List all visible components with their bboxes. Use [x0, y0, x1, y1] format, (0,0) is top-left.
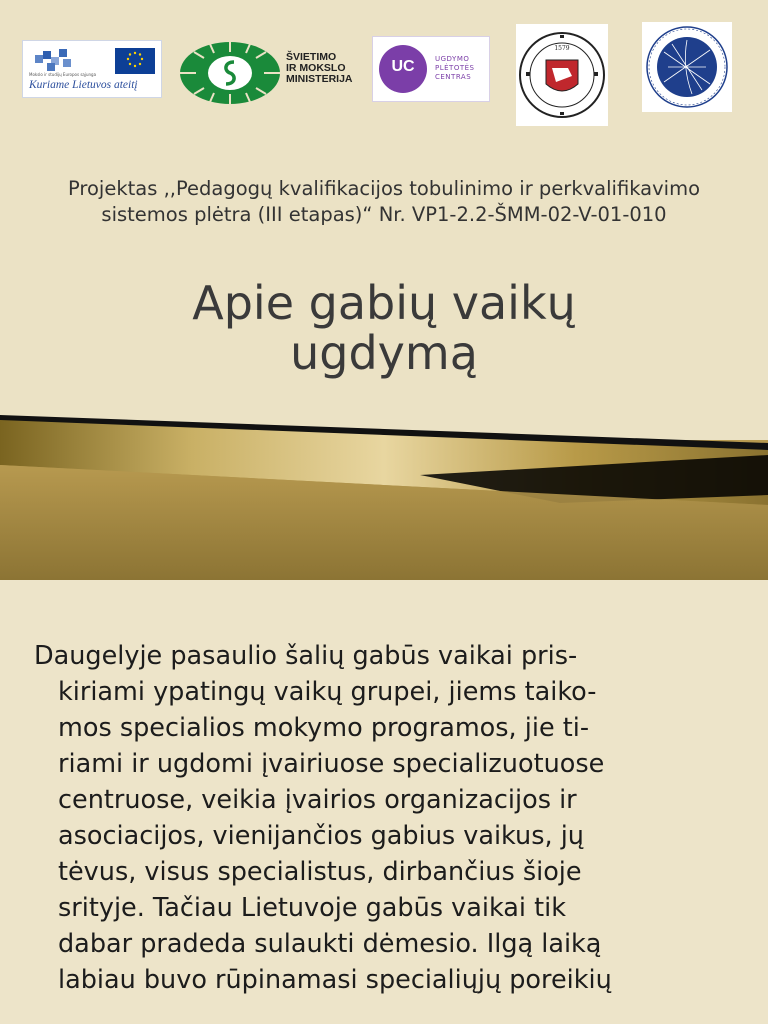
esf-logo [22, 40, 162, 98]
paragraph-line: srityje. Tačiau Lietuvoje gabūs vaikai tik [58, 893, 566, 923]
paragraph-line: Daugelyje pasaulio šalių gabūs vaikai pris- [34, 641, 578, 671]
content-slide [0, 580, 768, 1024]
vu-year: 1579 [554, 45, 570, 52]
ministry-name [286, 52, 353, 85]
title-line: Apie gabių vaikų [192, 276, 576, 330]
project-line: Projektas ,,Pedagogų kvalifikacijos tobulinimo ir perkvalifikavimo [67, 177, 701, 200]
mif-emblem-icon [642, 22, 732, 112]
decorative-gold-band [0, 415, 768, 580]
slide-title [60, 278, 708, 378]
upc-name [435, 55, 474, 82]
mesh-icon [33, 47, 79, 73]
project-line: sistemos plėtra (III etapas)“ Nr. VP1-2.2-ŠMM-02-V-01-010 [101, 203, 667, 226]
upc-circle-icon [379, 45, 427, 93]
mif-logo [642, 22, 732, 112]
upc-line: PLĖTOTĖS [435, 64, 475, 72]
project-description [30, 176, 738, 228]
title-line: ugdymą [290, 326, 478, 380]
upc-line: CENTRAS [435, 73, 472, 81]
paragraph-line: labiau buvo rūpinamasi specialiųjų poreikių [58, 965, 612, 995]
ministry-line: MINISTERIJA [286, 73, 353, 85]
ministry-line: IR MOKSLO [286, 62, 346, 74]
eu-flag-icon [115, 48, 155, 74]
paragraph-line: centruose, veikia įvairios organizacijos ir [58, 785, 577, 815]
paragraph-line: asociacijos, vienijančios gabius vaikus, jų [58, 821, 584, 851]
ministry-line: ŠVIETIMO [286, 51, 337, 63]
ministry-sun-icon [178, 40, 282, 106]
esf-small-caption: Mokslo ir studijų Europos sąjunga [29, 72, 97, 77]
esf-tagline: Kuriame Lietuvos ateitį [29, 79, 138, 91]
paragraph-line: riami ir ugdomi įvairiuose specializuotuose [58, 749, 605, 779]
ministry-logo [178, 40, 360, 106]
vu-seal-icon [516, 24, 608, 126]
upc-logo [372, 36, 490, 102]
paragraph-line: tėvus, visus specialistus, dirbančius šioje [58, 857, 582, 887]
upc-line: UGDYMO [435, 55, 470, 63]
paragraph-line: kiriami ypatingų vaikų grupei, jiems taiko- [58, 677, 597, 707]
body-paragraph [34, 638, 752, 998]
paragraph-line: dabar pradeda sulaukti dėmesio. Ilgą laiką [58, 929, 602, 959]
vilnius-university-seal [516, 24, 608, 126]
paragraph-line: mos specialios mokymo programos, jie ti- [58, 713, 590, 743]
upc-initials: UC [391, 58, 415, 75]
